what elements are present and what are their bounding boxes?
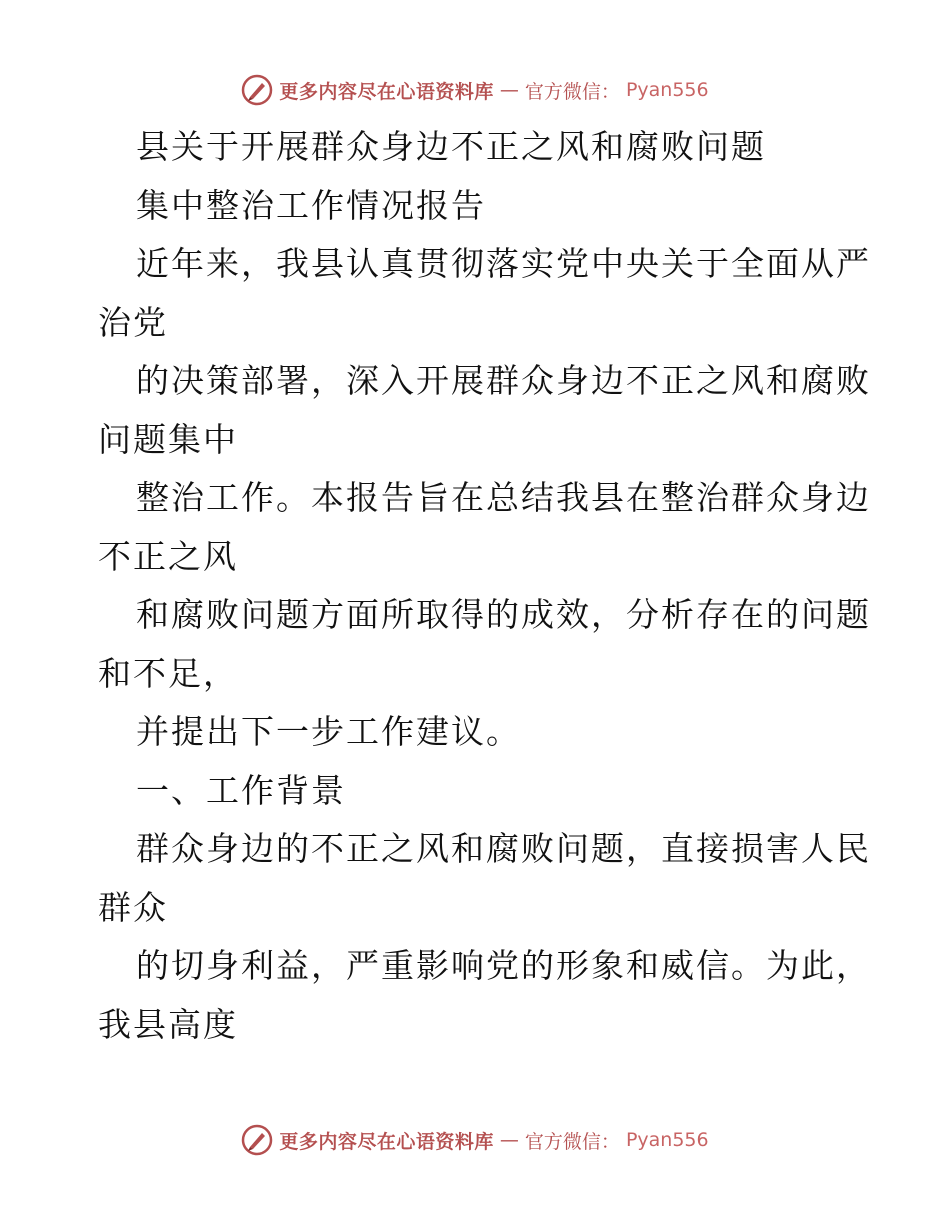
quill-logo-icon xyxy=(241,74,273,106)
banner-wechat-id: Pyan556 xyxy=(625,79,709,101)
banner-main-text: 更多内容尽在心语资料库 xyxy=(279,80,494,103)
doc-title-line-1: 县关于开展群众身边不正之风和腐败问题 xyxy=(136,127,766,166)
paragraph-line: 群众身边的不正之风和腐败问题，直接损害人民 xyxy=(136,829,871,868)
header-watermark-banner xyxy=(0,70,950,110)
paragraph-line: 近年来，我县认真贯彻落实党中央关于全面从严 xyxy=(136,244,871,283)
paragraph-line: 和不足， xyxy=(98,653,238,693)
document-body xyxy=(98,118,871,1054)
paragraph-line: 和腐败问题方面所取得的成效，分析存在的问题 xyxy=(136,595,871,634)
paragraph-line: 群众 xyxy=(98,887,168,927)
banner-main-text: 更多内容尽在心语资料库 xyxy=(279,1130,494,1153)
banner-wechat-id: Pyan556 xyxy=(625,1129,709,1151)
paragraph-line: 治党 xyxy=(98,302,168,342)
banner-separator: — xyxy=(499,1129,519,1151)
paragraph-line: 的切身利益，严重影响党的形象和威信。为此， xyxy=(136,946,871,985)
banner-separator: — xyxy=(499,79,519,101)
section-heading: 一、工作背景 xyxy=(136,770,346,810)
banner-tail-text: 官方微信： xyxy=(524,80,620,103)
paragraph-line: 不正之风 xyxy=(98,536,238,576)
doc-title-line-2: 集中整治工作情况报告 xyxy=(136,185,486,225)
paragraph-line: 并提出下一步工作建议。 xyxy=(136,712,521,751)
paragraph-line: 整治工作。本报告旨在总结我县在整治群众身边 xyxy=(136,478,871,517)
banner-tail-text: 官方微信： xyxy=(524,1130,620,1153)
paragraph-line: 的决策部署，深入开展群众身边不正之风和腐败 xyxy=(136,361,871,400)
footer-watermark-banner xyxy=(0,1120,950,1160)
paragraph-line: 问题集中 xyxy=(98,419,238,459)
quill-logo-icon xyxy=(241,1124,273,1156)
paragraph-line: 我县高度 xyxy=(98,1004,238,1044)
